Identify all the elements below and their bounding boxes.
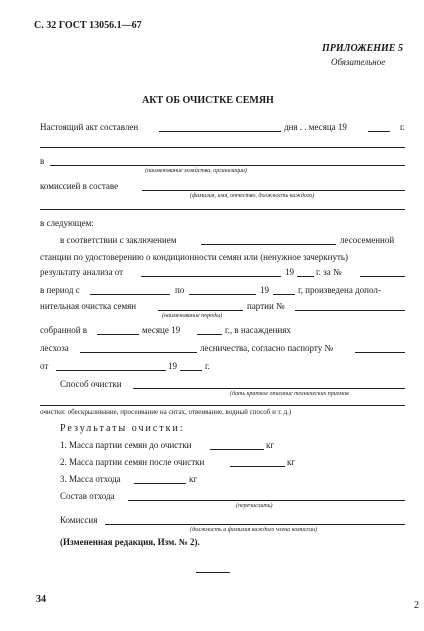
results-heading: Результаты очистки:: [60, 423, 185, 434]
page-header-ref: С. 32 ГОСТ 13056.1—67: [34, 20, 142, 31]
l14-text: очистки: обескрыливание, просеивание на ситах, отвеивание, водный способ и т. д.): [40, 408, 292, 416]
period-from-blank: [90, 294, 170, 295]
breed-blank: [158, 310, 243, 311]
waste-composition-blank: [128, 500, 405, 501]
analysis-number-blank: [360, 276, 405, 277]
l8-right: г, произведена допол-: [298, 285, 381, 295]
commission-blank: [105, 524, 405, 525]
l7-label: результату анализа от: [40, 267, 124, 277]
l6-text: станции по удостоверению о кондиционности семян или (ненужное зачеркнуть): [40, 252, 349, 262]
l19-label: Состав отхода: [60, 491, 115, 501]
passport-date-blank: [56, 370, 166, 371]
org-blank: [50, 165, 405, 166]
mass-after-blank: [230, 466, 285, 467]
end-divider: [196, 572, 230, 573]
method-blank: [133, 388, 405, 389]
l9-label: нительная очистка семян: [40, 301, 137, 311]
l16-kg: кг: [266, 440, 275, 450]
caption-commission: (должность и фамилия каждого члена комиссии): [190, 527, 318, 533]
conclusion-blank: [201, 244, 336, 245]
analysis-date-blank: [141, 276, 281, 277]
l1-g: г.: [400, 122, 405, 132]
batch-number-blank: [295, 310, 405, 311]
l20-label: Комиссия: [60, 515, 98, 525]
l13-label: Способ очистки: [60, 379, 122, 389]
l8-19: 19: [260, 285, 269, 295]
l7-19: 19: [285, 267, 294, 277]
passport-number-blank: [355, 352, 405, 353]
caption-list: (перечислить): [236, 503, 273, 509]
l12-19: 19: [168, 361, 177, 371]
l9-batch-label: партии №: [247, 301, 285, 311]
collected-blank: [97, 334, 139, 335]
page-number: 34: [36, 594, 46, 605]
caption-names: (фамилия, имя, отчество, должность каждого): [190, 193, 315, 199]
l12-label: от: [40, 361, 49, 371]
period-to-blank: [189, 294, 256, 295]
full-blank-1: [40, 147, 405, 148]
leskhoz-blank: [80, 352, 197, 353]
mass-before-blank: [210, 449, 264, 450]
l7-number-label: г. за №: [316, 267, 342, 277]
caption-breed: (наименование породы): [162, 313, 223, 319]
year-blank: [368, 131, 390, 132]
l3-label: комиссией в составе: [40, 181, 119, 191]
document-title: АКТ ОБ ОЧИСТКЕ СЕМЯН: [142, 95, 274, 106]
collected-year-blank: [197, 334, 222, 335]
full-blank-2: [40, 209, 405, 210]
l10-month: месяце 19: [142, 325, 181, 335]
l5-label: в соответствии с заключением: [60, 235, 177, 245]
waste-mass-blank: [134, 483, 186, 484]
date-day-blank: [159, 131, 281, 132]
l18-kg: кг: [189, 474, 198, 484]
appendix-note: Обязательное: [331, 57, 386, 67]
appendix-title: ПРИЛОЖЕНИЕ 5: [322, 43, 403, 54]
l10-right: г., в насаждениях: [225, 325, 291, 335]
full-blank-3: [40, 405, 405, 406]
l5-right: лесосеменной: [340, 235, 395, 245]
l2-label: в: [40, 156, 45, 166]
margin-mark: 2: [414, 600, 419, 611]
l17-label: 2. Масса партии семян после очистки: [60, 457, 205, 467]
caption-method: (дать краткое описание технических приемов: [230, 391, 349, 397]
l18-label: 3. Масса отхода: [60, 474, 121, 484]
amendment-note: (Измененная редакция, Изм. № 2).: [60, 537, 200, 547]
l1-label: Настоящий акт составлен: [40, 122, 139, 132]
l10-label: собранной в: [40, 325, 88, 335]
l11-label: лесхоза: [40, 343, 69, 353]
l11-right: лесничества, согласно паспорту №: [200, 343, 334, 353]
period-year-blank: [273, 294, 295, 295]
analysis-year-blank: [297, 276, 314, 277]
l16-label: 1. Масса партии семян до очистки: [60, 440, 192, 450]
l17-kg: кг: [287, 457, 296, 467]
l12-g: г.: [205, 361, 210, 371]
caption-org: (наименование хозяйства, организации): [145, 168, 247, 174]
l1-month-label: дня . . месяца 19: [284, 122, 347, 132]
members-blank: [142, 190, 405, 191]
passport-year-blank: [180, 370, 202, 371]
l4-label: в следующем:: [40, 218, 94, 228]
l8-to: по: [175, 285, 185, 295]
l8-label: в период с: [40, 285, 80, 295]
